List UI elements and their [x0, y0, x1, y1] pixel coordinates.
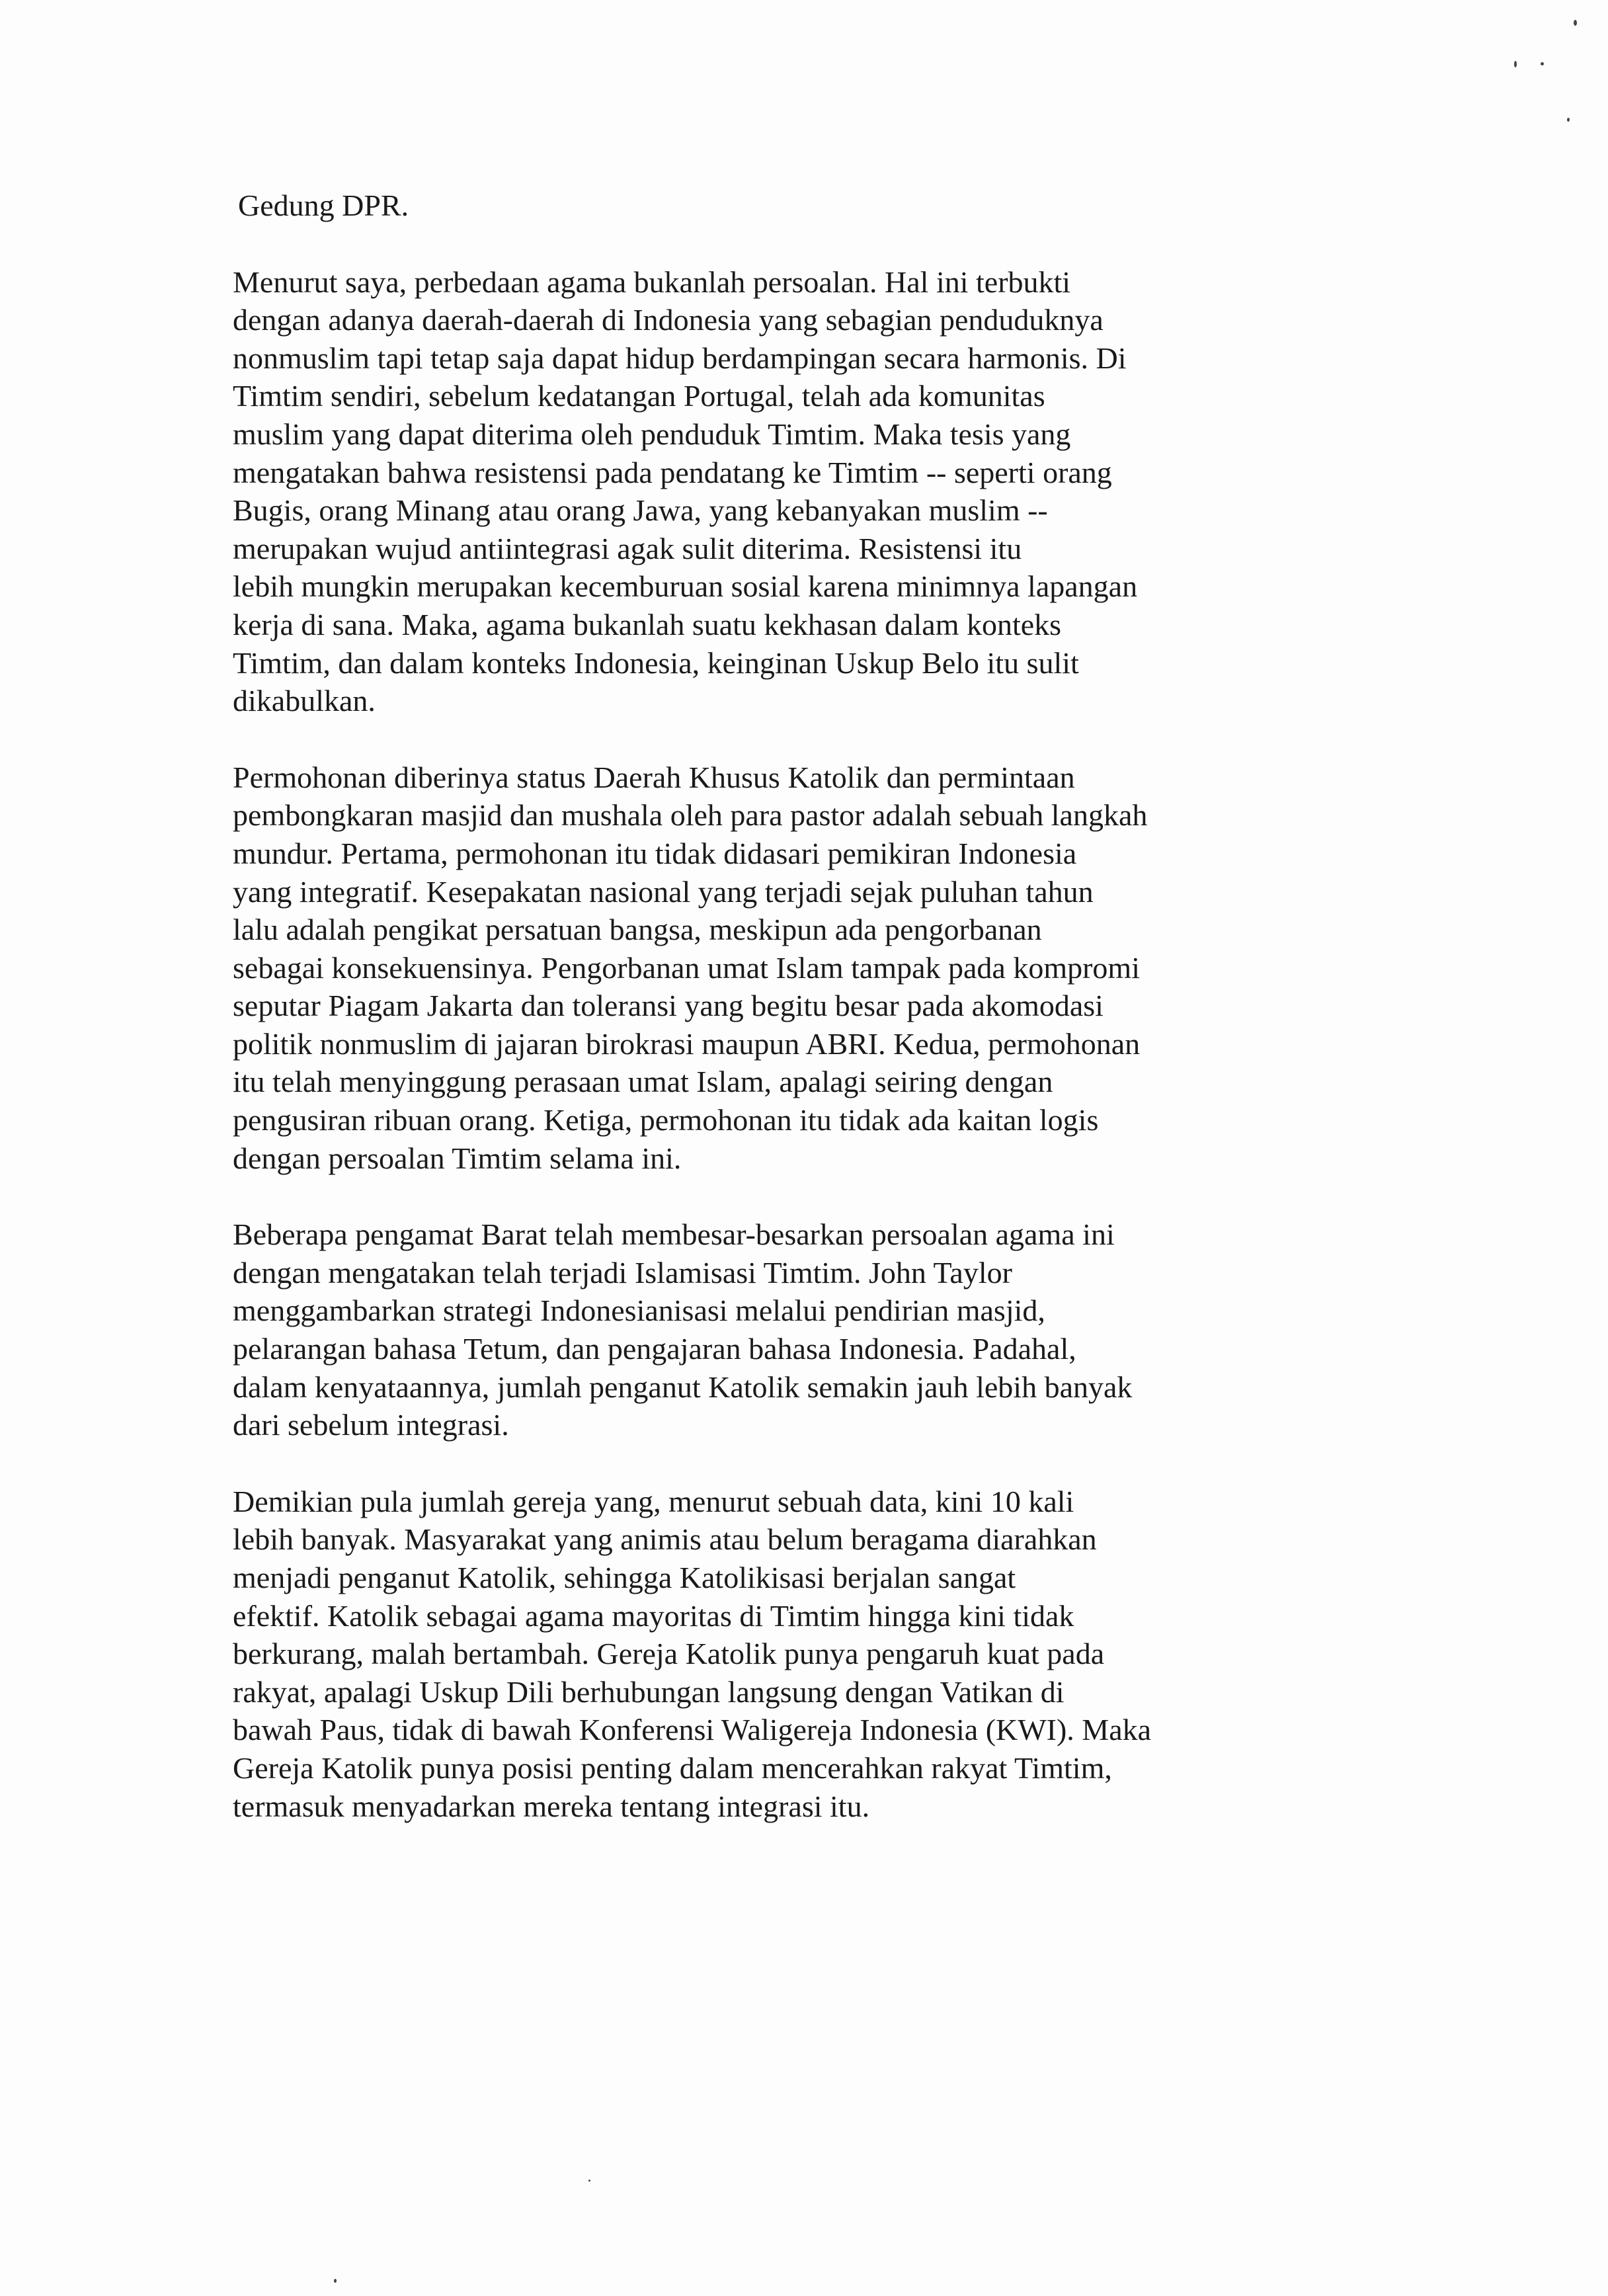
text-line: dikabulkan.	[233, 684, 376, 718]
text-line: efektif. Katolik sebagai agama mayoritas di Timtim hingga kini tidak	[233, 1598, 1074, 1633]
text-line: Permohonan diberinya status Daerah Khusus Katolik dan permintaan	[233, 760, 1075, 794]
text-line: lalu adalah pengikat persatuan bangsa, meskipun ada pengorbanan	[233, 913, 1042, 947]
text-line: yang integratif. Kesepakatan nasional yang terjadi sejak puluhan tahun	[233, 874, 1094, 909]
text-line: Timtim, dan dalam konteks Indonesia, keinginan Uskup Belo itu sulit	[233, 645, 1079, 680]
text-line: mundur. Pertama, permohonan itu tidak didasari pemikiran Indonesia	[233, 836, 1077, 870]
text-line: Menurut saya, perbedaan agama bukanlah persoalan. Hal ini terbukti	[233, 265, 1071, 299]
text-line: Demikian pula jumlah gereja yang, menurut sebuah data, kini 10 kali	[233, 1484, 1074, 1518]
text-line: politik nonmuslim di jajaran birokrasi maupun ABRI. Kedua, permohonan	[233, 1026, 1141, 1061]
text-line: muslim yang dapat diterima oleh penduduk Timtim. Maka tesis yang	[233, 417, 1071, 451]
paragraph-1	[233, 263, 1317, 720]
scan-speck	[334, 2279, 337, 2283]
text-line: kerja di sana. Maka, agama bukanlah suatu kekhasan dalam konteks	[233, 607, 1062, 641]
text-line: Bugis, orang Minang atau orang Jawa, yang kebanyakan muslim --	[233, 493, 1048, 528]
text-line: itu telah menyinggung perasaan umat Islam, apalagi seiring dengan	[233, 1065, 1053, 1099]
text-line: Beberapa pengamat Barat telah membesar-besarkan persoalan agama ini	[233, 1217, 1115, 1252]
text-line: dalam kenyataannya, jumlah penganut Katolik semakin jauh lebih banyak	[233, 1370, 1133, 1404]
text-line: Timtim sendiri, sebelum kedatangan Portugal, telah ada komunitas	[233, 379, 1045, 413]
text-line: termasuk menyadarkan mereka tentang integrasi itu.	[233, 1789, 870, 1823]
paragraph-4	[233, 1483, 1317, 1825]
scan-speck	[1514, 61, 1517, 67]
paragraph-2	[233, 758, 1317, 1178]
scan-speck	[1574, 20, 1577, 26]
text-line: seputar Piagam Jakarta dan toleransi yang begitu besar pada akomodasi	[233, 989, 1104, 1023]
text-line: pembongkaran masjid dan mushala oleh para pastor adalah sebuah langkah	[233, 798, 1148, 833]
text-line: dengan mengatakan telah terjadi Islamisasi Timtim. John Taylor	[233, 1255, 1012, 1290]
text-line: rakyat, apalagi Uskup Dili berhubungan langsung dengan Vatikan di	[233, 1674, 1065, 1709]
text-line: dari sebelum integrasi.	[233, 1408, 509, 1442]
document-body	[233, 186, 1317, 1864]
text-line: dengan adanya daerah-daerah di Indonesia yang sebagian penduduknya	[233, 303, 1104, 337]
text-line: pengusiran ribuan orang. Ketiga, permohonan itu tidak ada kaitan logis	[233, 1103, 1099, 1137]
scan-speck	[588, 2180, 590, 2182]
text-line: Gereja Katolik punya posisi penting dalam mencerahkan rakyat Timtim,	[233, 1750, 1112, 1785]
paragraph-3	[233, 1215, 1317, 1444]
text-line: menjadi penganut Katolik, sehingga Katolikisasi berjalan sangat	[233, 1561, 1016, 1594]
text-line: sebagai konsekuensinya. Pengorbanan umat Islam tampak pada kompromi	[233, 950, 1140, 985]
text-line: dengan persoalan Timtim selama ini.	[233, 1141, 682, 1175]
text-line: menggambarkan strategi Indonesianisasi melalui pendirian masjid,	[233, 1293, 1045, 1328]
text-line: berkurang, malah bertambah. Gereja Katolik punya pengaruh kuat pada	[233, 1637, 1105, 1671]
text-line: lebih mungkin merupakan kecemburuan sosial karena minimnya lapangan	[233, 569, 1138, 604]
text-line: nonmuslim tapi tetap saja dapat hidup berdampingan secara harmonis. Di	[233, 341, 1127, 375]
text-line: pelarangan bahasa Tetum, dan pengajaran bahasa Indonesia. Padahal,	[233, 1332, 1076, 1366]
scan-speck	[1567, 118, 1570, 122]
text-line: mengatakan bahwa resistensi pada pendatang ke Timtim -- seperti orang	[233, 455, 1112, 489]
text-line: bawah Paus, tidak di bawah Konferensi Waligereja Indonesia (KWI). Maka	[233, 1713, 1152, 1747]
text-line: merupakan wujud antiintegrasi agak sulit diterima. Resistensi itu	[233, 531, 1022, 565]
text-line: lebih banyak. Masyarakat yang animis atau belum beragama diarahkan	[233, 1522, 1097, 1557]
document-heading: Gedung DPR.	[238, 188, 409, 222]
scan-speck	[1541, 62, 1544, 65]
